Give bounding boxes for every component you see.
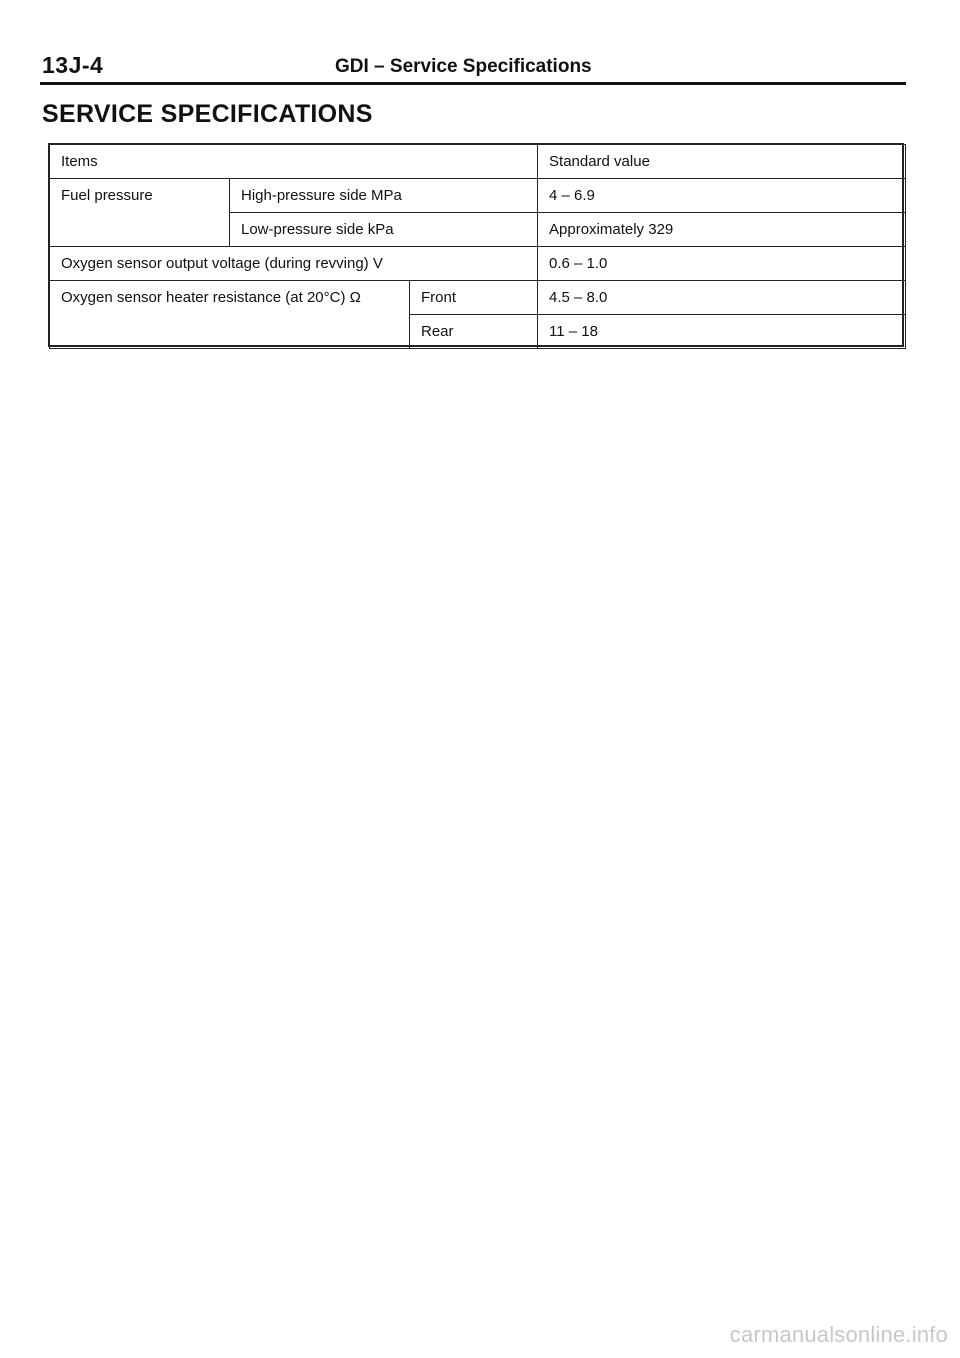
footer-watermark: carmanualsonline.info — [729, 1322, 948, 1347]
o2-heater-front-label: Front — [410, 281, 538, 315]
table-row — [50, 247, 906, 281]
low-pressure-label: Low-pressure side kPa — [230, 213, 538, 247]
header-standard-value-cell: Standard value — [538, 145, 906, 179]
service-spec-table — [49, 144, 906, 349]
high-pressure-label: High-pressure side MPa — [230, 179, 538, 213]
page-number: 13J-4 — [42, 52, 104, 78]
high-pressure-value: 4 – 6.9 — [538, 179, 906, 213]
o2-heater-rear-value: 11 – 18 — [538, 315, 906, 349]
table-row — [50, 179, 906, 213]
page-header-title: GDI – Service Specifications — [335, 56, 592, 77]
o2-heater-front-value: 4.5 – 8.0 — [538, 281, 906, 315]
header-items-cell: Items — [50, 145, 538, 179]
o2-voltage-label: Oxygen sensor output voltage (during revving) V — [50, 247, 538, 281]
o2-voltage-value: 0.6 – 1.0 — [538, 247, 906, 281]
table-header-row — [50, 145, 906, 179]
header-rule — [40, 82, 906, 85]
table-row — [50, 281, 906, 315]
o2-heater-rear-label: Rear — [410, 315, 538, 349]
fuel-pressure-label: Fuel pressure — [50, 179, 230, 247]
low-pressure-value: Approximately 329 — [538, 213, 906, 247]
o2-heater-label: Oxygen sensor heater resistance (at 20°C) Ω — [50, 281, 410, 349]
section-title: SERVICE SPECIFICATIONS — [42, 100, 373, 128]
